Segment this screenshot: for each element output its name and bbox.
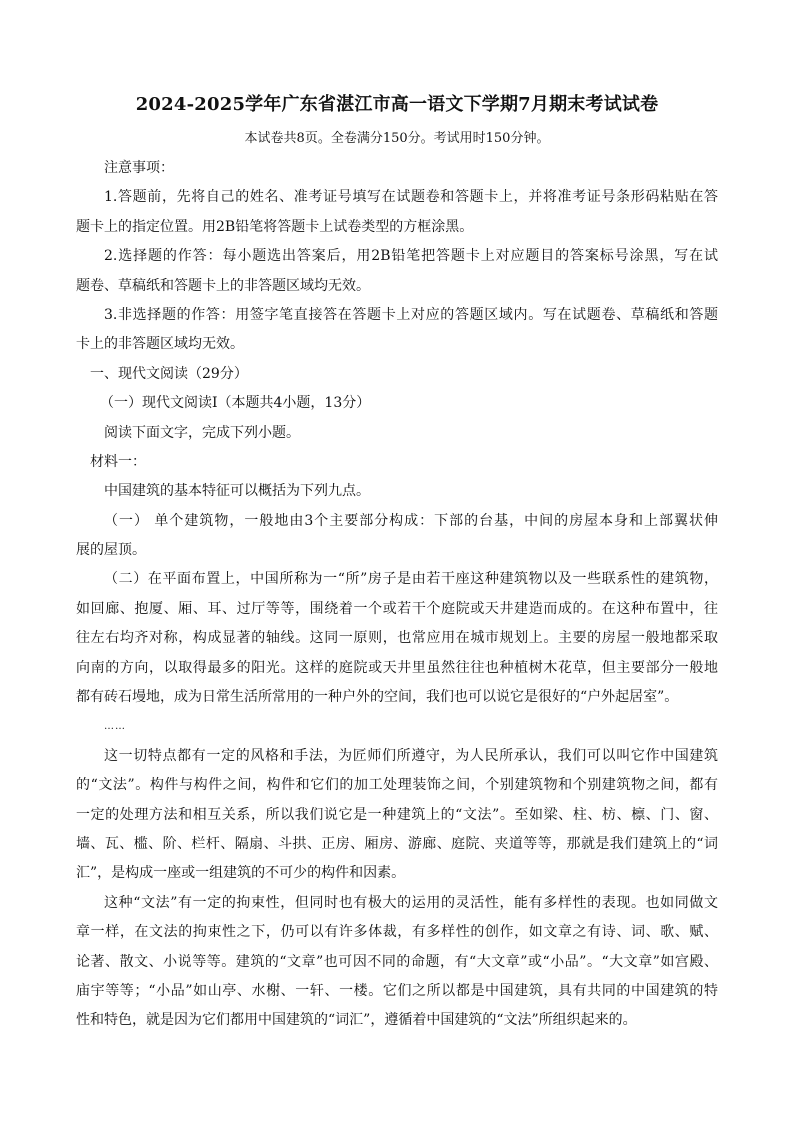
notice-item-1-line-1: 1.答题前，先将自己的姓名、准考证号填写在试题卷和答题卡上，并将准考证号条形码粘贴在答 [104, 189, 718, 206]
passage-p2-line-2: 如回廊、抱厦、厢、耳、过厅等等，围绕着一个或若干个庭院或天井建造而成的。在这种布置中，往 [76, 600, 718, 617]
passage-p2-line-4: 向南的方向，以取得最多的阳光。这样的庭院或天井里虽然往往也种植树木花草，但主要部分一般地 [76, 659, 718, 676]
passage-p4-line-1: 这种“文法”有一定的拘束性，但同时也有极大的运用的灵活性，能有多样性的表现。也如同做文 [104, 894, 718, 911]
passage-p4-line-2: 章一样，在文法的拘束性之下，仍可以有许多体裁，有多样性的创作，如文章之有诗、词、歌、赋、 [76, 924, 718, 941]
section-heading-part1: 一、现代文阅读（29分） [90, 365, 248, 382]
passage-p4-line-5: 性和特色，就是因为它们都用中国建筑的“词汇”，遵循着中国建筑的“文法”所组织起来的。 [76, 1012, 637, 1029]
passage-p4-line-4: 庙宇等等；“小品”如山亭、水榭、一轩、一楼。它们之所以都是中国建筑，具有共同的中国建筑的特 [76, 982, 718, 999]
notice-heading: 注意事项： [104, 160, 174, 176]
notice-item-2-line-2: 题卷、草稿纸和答题卡上的非答题区域均无效。 [76, 277, 370, 294]
exam-title: 2024-2025学年广东省湛江市高一语文下学期7月期末考试试卷 [135, 94, 659, 115]
reading-instruction: 阅读下面文字，完成下列小题。 [104, 424, 300, 441]
notice-item-3-line-2: 卡上的非答题区域均无效。 [76, 336, 244, 353]
passage-p1-line-1: （一） 单个建筑物，一般地由3个主要部分构成：下部的台基，中间的房屋本身和上部翼状伸 [104, 512, 718, 529]
section-heading-sub1: （一）现代文阅读Ⅰ（本题共4小题，13分） [100, 395, 371, 412]
exam-body [76, 154, 718, 1036]
passage-p2-line-5: 都有砖石墁地，成为日常生活所常用的一种户外的空间，我们也可以说它是很好的“户外起居室”。 [76, 689, 679, 706]
passage-ellipsis: …… [104, 721, 126, 733]
exam-subtitle: 本试卷共8页。全卷满分150分。考试用时150分钟。 [244, 131, 550, 146]
material-1-label: 材料一： [90, 453, 146, 470]
passage-p3-line-3: 一定的处理方法和相互关系，所以我们说它是一种建筑上的“文法”。至如梁、柱、枋、檩、门、窗、 [76, 806, 718, 823]
notice-item-2-line-1: 2.选择题的作答：每小题选出答案后，用2B铅笔把答题卡上对应题目的答案标号涂黑，写在试 [104, 248, 718, 265]
passage-p2-line-3: 往左右均齐对称，构成显著的轴线。这同一原则，也常应用在城市规划上。主要的房屋一般地都采取 [76, 630, 718, 647]
passage-p3-line-1: 这一切特点都有一定的风格和手法，为匠师们所遵守，为人民所承认，我们可以叫它作中国建筑 [104, 747, 718, 764]
passage-p1-line-2: 展的屋顶。 [76, 542, 146, 559]
passage-p4-line-3: 论著、散文、小说等等。建筑的“文章”也可因不同的命题，有“大文章”或“小品”。“大文章”如宫殿、 [76, 953, 718, 970]
notice-item-3-line-1: 3.非选择题的作答：用签字笔直接答在答题卡上对应的答题区域内。写在试题卷、草稿纸和答题 [104, 306, 718, 323]
passage-intro: 中国建筑的基本特征可以概括为下列九点。 [104, 483, 370, 500]
passage-p3-line-4: 墙、瓦、槛、阶、栏杆、隔扇、斗拱、正房、厢房、游廊、庭院、夹道等等，那就是我们建筑上的“词 [76, 835, 718, 852]
passage-p3-line-5: 汇”，是构成一座或一组建筑的不可少的构件和因素。 [76, 865, 406, 882]
notice-item-1-line-2: 题卡上的指定位置。用2B铅笔将答题卡上试卷类型的方框涂黑。 [76, 218, 474, 235]
passage-p2-line-1: （二）在平面布置上，中国所称为一“所”房子是由若干座这种建筑物以及一些联系性的建筑物， [104, 571, 718, 588]
passage-p3-line-2: 的“文法”。构件与构件之间，构件和它们的加工处理装饰之间，个别建筑物和个别建筑物之间，都有 [76, 777, 718, 794]
